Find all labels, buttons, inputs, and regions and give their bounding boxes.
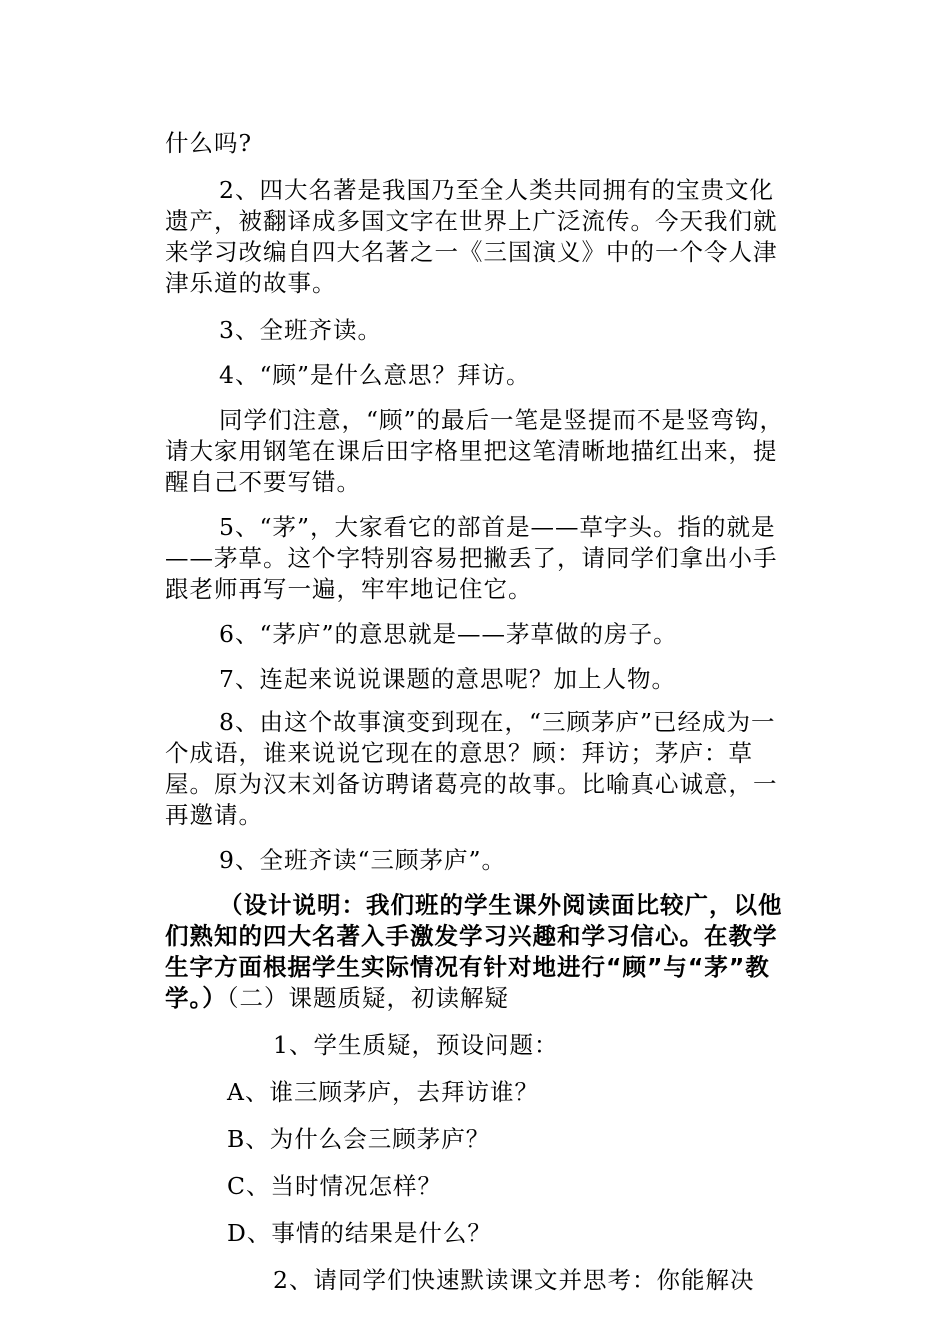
paragraph-9: 9、全班齐读“三顾茅庐”。 [219, 846, 506, 874]
design-note-block [165, 890, 789, 1014]
final-line: 2、请同学们快速默读课文并思考：你能解决 [273, 1266, 755, 1294]
paragraph-note-gu: 同学们注意，“顾”的最后一笔是竖提而不是竖弯钩，请大家用钢笔在课后田字格里把这笔清晰地描红出来，提醒自己不要写错。 [165, 406, 785, 496]
question-intro: 1、学生质疑，预设问题： [273, 1031, 559, 1059]
paragraph-2: 2、四大名著是我国乃至全人类共同拥有的宝贵文化遗产，被翻译成多国文字在世界上广泛流传。今天我们就来学习改编自四大名著之一《三国演义》中的一个令人津津乐道的故事。 [165, 176, 778, 297]
paragraph-5: 5、“茅”，大家看它的部首是——草字头。指的就是——茅草。这个字特别容易把撇丢了，请同学们拿出小手跟老师再写一遍，牢牢地记住它。 [165, 513, 778, 603]
document-body [165, 128, 789, 1296]
question-b: B、为什么会三顾茅庐？ [227, 1125, 491, 1153]
paragraph-7: 7、连起来说说课题的意思呢？加上人物。 [219, 665, 676, 693]
paragraph-continuation: 什么吗? [165, 129, 253, 157]
paragraph-6: 6、“茅庐”的意思就是——茅草做的房子。 [219, 620, 678, 648]
paragraph-8: 8、由这个故事演变到现在，“三顾茅庐”已经成为一个成语，谁来说说它现在的意思？顾：拜访；茅庐：草屋。原为汉末刘备访聘诸葛亮的故事。比喻真心诚意，一再邀请。 [165, 708, 778, 829]
question-d: D、事情的结果是什么？ [227, 1219, 492, 1247]
paragraph-3: 3、全班齐读。 [219, 316, 382, 344]
question-c: C、当时情况怎样？ [227, 1172, 442, 1200]
paragraph-4: 4、“顾”是什么意思？拜访。 [219, 361, 531, 389]
section-heading: （二）课题质疑，初读解疑 [226, 984, 509, 1012]
design-note: （设计说明：我们班的学生课外阅读面比较广，以他们熟知的四大名著入手激发学习兴趣和学习信心。在教学生字方面根据学生实际情况有针对地进行“顾”与“茅”教学。） [165, 891, 783, 1012]
question-a: A、谁三顾茅庐，去拜访谁？ [227, 1078, 539, 1106]
